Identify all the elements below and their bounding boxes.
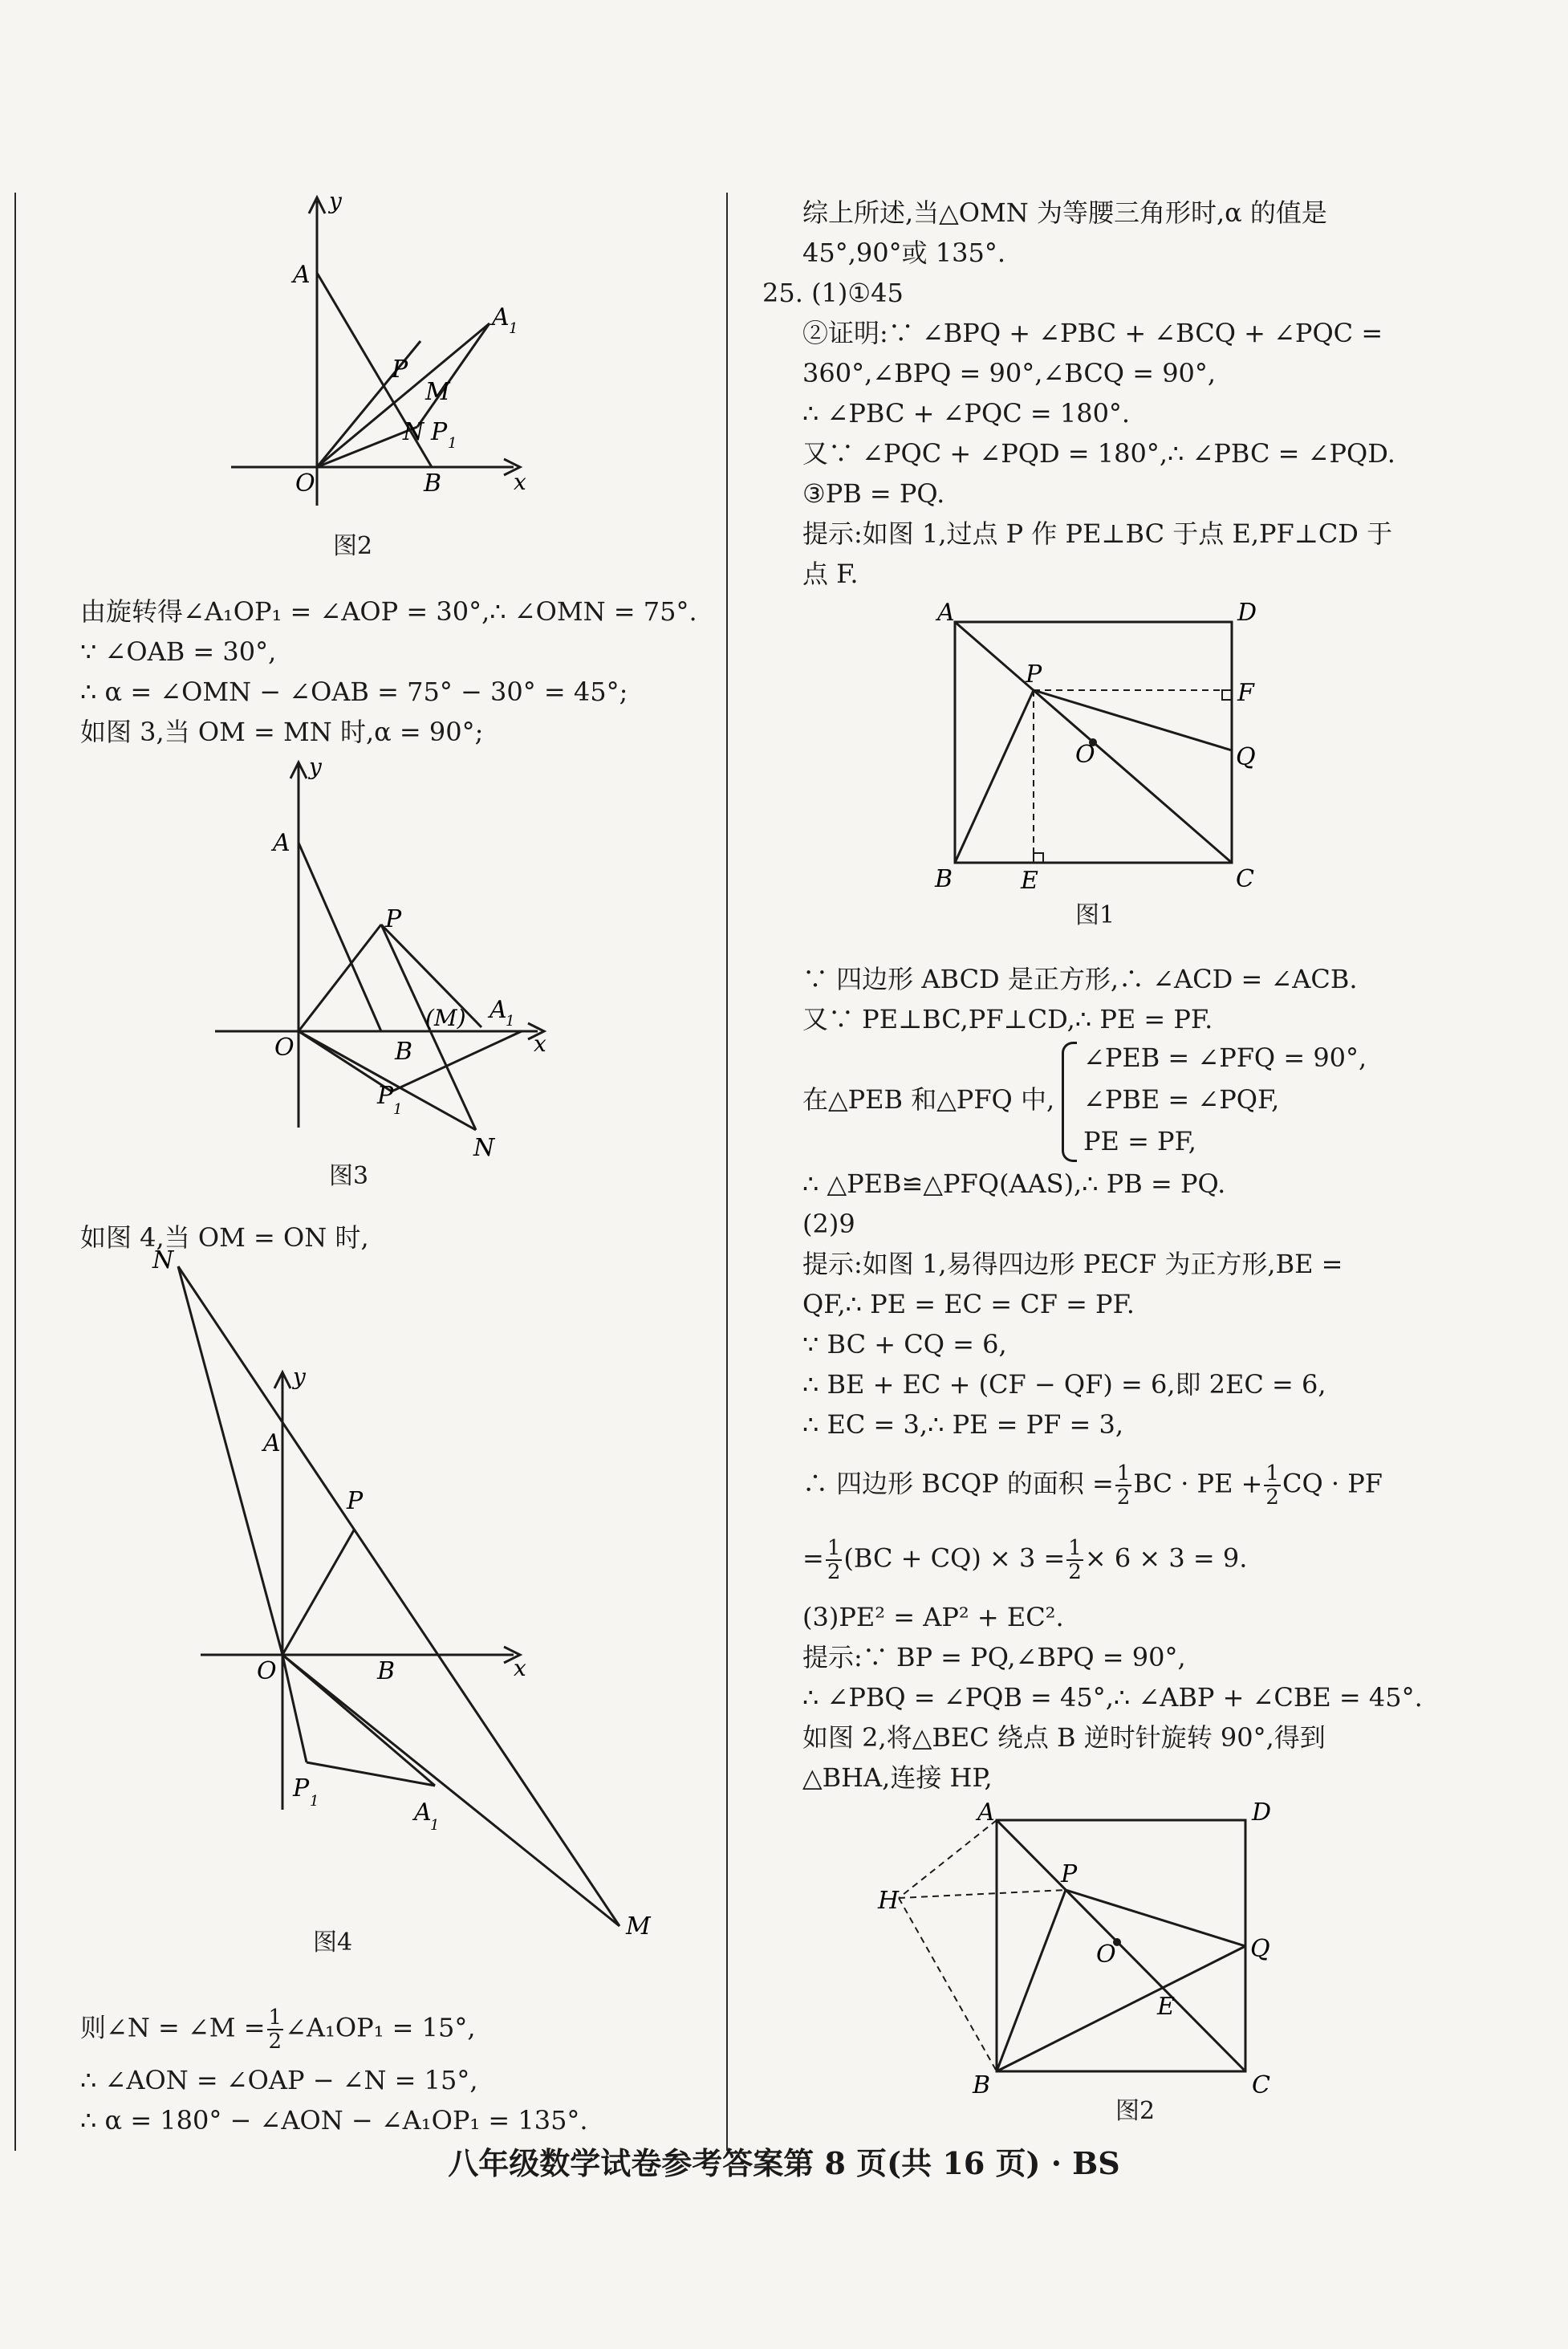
point-f-label: F <box>1237 679 1254 707</box>
point-d-label: D <box>1252 1798 1272 1827</box>
text-line: 则∠N = ∠M = $\frac{1}{2}$ ∠A₁OP₁ = 15°, <box>80 2006 476 2054</box>
text-line: 提示:如图 1,过点 P 作 PE⊥BC 于点 E,PF⊥CD 于 <box>802 518 1393 549</box>
text-line: 45°,90°或 135°. <box>802 238 1006 268</box>
text-line: ∵ 四边形 ABCD 是正方形,∴ ∠ACD = ∠ACB. <box>802 964 1358 994</box>
area-formula-line: = $\frac{1}{2}$ (BC + CQ) × 3 = $\frac{1}{2}$ × 6 × 3 = 9. <box>802 1536 1248 1584</box>
text-line: 如图 4,当 OM = ON 时, <box>80 1222 369 1253</box>
svg-text:1: 1 <box>506 1013 515 1030</box>
text-line: 又∵ PE⊥BC,PF⊥CD,∴ PE = PF. <box>802 1004 1213 1034</box>
text-line: 由旋转得∠A₁OP₁ = ∠AOP = 30°,∴ ∠OMN = 75°. <box>80 596 697 627</box>
system-line: ∠PBE = ∠PQF, <box>1083 1084 1280 1115</box>
system-line: PE = PF, <box>1083 1126 1196 1156</box>
point-a-label: A <box>977 1798 995 1827</box>
text-line: 如图 3,当 OM = MN 时,α = 90°; <box>80 717 484 747</box>
figure-3 <box>209 754 626 1172</box>
point-e-label: E <box>1021 867 1038 895</box>
figure-2-right-caption: 图2 <box>1115 2097 1156 2125</box>
x-axis-label: x <box>514 1655 526 1681</box>
figure-4 <box>144 1246 706 1942</box>
text-line: 如图 2,将△BEC 绕点 B 逆时针旋转 90°,得到 <box>802 1722 1326 1753</box>
svg-text:1: 1 <box>393 1101 403 1118</box>
figure-3-caption: 图3 <box>329 1162 369 1190</box>
text-line: ∵ BC + CQ = 6, <box>802 1329 1007 1359</box>
text-line: ∵ ∠OAB = 30°, <box>80 636 277 667</box>
point-p-label: P <box>392 356 408 384</box>
x-axis-label: x <box>534 1030 546 1057</box>
system-line: ∠PEB = ∠PFQ = 90°, <box>1083 1042 1367 1073</box>
text-line: 提示:∵ BP = PQ,∠BPQ = 90°, <box>802 1642 1186 1672</box>
point-m-label: M <box>425 378 450 406</box>
figure-2-right <box>878 1798 1300 2099</box>
figure-1-right <box>931 598 1268 895</box>
point-b-label: B <box>973 2071 991 2099</box>
svg-text:1: 1 <box>509 320 518 337</box>
point-p1-label: P <box>377 1082 394 1110</box>
point-q-label: Q <box>1236 743 1256 771</box>
point-d-label: D <box>1237 599 1257 627</box>
text-line: (3)PE² = AP² + EC². <box>802 1602 1064 1632</box>
text-line: ∴ α = 180° − ∠AON − ∠A₁OP₁ = 135°. <box>80 2105 588 2136</box>
point-b-label: B <box>377 1657 396 1685</box>
text-line: ∴ ∠AON = ∠OAP − ∠N = 15°, <box>80 2065 478 2095</box>
point-c-label: C <box>1236 865 1254 893</box>
point-a-label: A <box>293 261 311 289</box>
y-axis-label: y <box>329 188 342 214</box>
left-margin-rule <box>14 193 16 2151</box>
text-line: ∴ ∠PBQ = ∠PQB = 45°,∴ ∠ABP + ∠CBE = 45°. <box>802 1682 1423 1713</box>
point-n-label: N <box>152 1246 174 1274</box>
point-h-label: H <box>878 1887 900 1915</box>
figure-2-left <box>225 185 610 514</box>
point-a1-label: A <box>492 303 510 331</box>
text-line: ③PB = PQ. <box>802 478 945 509</box>
svg-text:1: 1 <box>448 435 457 452</box>
point-a-label: A <box>273 829 290 857</box>
x-axis-label: x <box>514 469 526 495</box>
point-p-label: P <box>385 905 402 933</box>
point-o-label: O <box>1096 1941 1116 1969</box>
text-line: △BHA,连接 HP, <box>802 1762 993 1793</box>
point-b-label: B <box>395 1038 413 1066</box>
origin-label: O <box>295 469 315 498</box>
point-a1-label: A <box>414 1798 432 1827</box>
point-b-label: B <box>424 469 442 498</box>
point-n-label: N <box>473 1134 495 1162</box>
point-a1-label: A <box>489 996 507 1024</box>
text-line: (2)9 <box>802 1209 855 1239</box>
page-footer: 八年级数学试卷参考答案第 8 页(共 16 页) · BS <box>448 2145 1120 2181</box>
point-n-label: N <box>403 418 424 446</box>
point-c-label: C <box>1252 2071 1270 2099</box>
area-formula-line: ∴ 四边形 BCQP 的面积 = $\frac{1}{2}$ BC · PE + $\frac{1}{2}$ CQ · PF <box>802 1461 1383 1510</box>
text-line: QF,∴ PE = EC = CF = PF. <box>802 1289 1135 1319</box>
figure-4-caption: 图4 <box>313 1928 353 1957</box>
point-o-label: O <box>1075 741 1095 769</box>
text-line: 360°,∠BPQ = 90°,∠BCQ = 90°, <box>802 358 1217 388</box>
text-line: ∴ α = ∠OMN − ∠OAB = 75° − 30° = 45°; <box>80 677 628 707</box>
question-number: 25. (1)①45 <box>762 278 904 308</box>
y-axis-label: y <box>309 754 322 780</box>
text-line: 在△PEB 和△PFQ 中, <box>802 1084 1055 1115</box>
text-line: 综上所述,当△OMN 为等腰三角形时,α 的值是 <box>802 197 1327 228</box>
figure-1-right-caption: 图1 <box>1075 901 1115 929</box>
point-e-label: E <box>1157 1993 1175 2021</box>
point-m-label: M <box>626 1912 651 1941</box>
text-line: ∴ BE + EC + (CF − QF) = 6,即 2EC = 6, <box>802 1369 1326 1400</box>
text-line: 提示:如图 1,易得四边形 PECF 为正方形,BE = <box>802 1249 1343 1279</box>
point-p1-label: P <box>431 418 448 446</box>
equation-system-brace <box>1062 1042 1077 1162</box>
point-m-label: (M) <box>425 1005 466 1031</box>
figure-2-left-caption: 图2 <box>333 532 373 560</box>
text-line: 又∵ ∠PQC + ∠PQD = 180°,∴ ∠PBC = ∠PQD. <box>802 438 1395 469</box>
y-axis-label: y <box>293 1363 306 1390</box>
point-p1-label: P <box>293 1774 310 1802</box>
point-a-label: A <box>937 599 955 627</box>
text-line: ∴ ∠PBC + ∠PQC = 180°. <box>802 398 1131 429</box>
origin-label: O <box>274 1034 295 1062</box>
svg-text:1: 1 <box>310 1793 319 1810</box>
text-line: 点 F. <box>802 559 859 589</box>
text-line: ②证明:∵ ∠BPQ + ∠PBC + ∠BCQ + ∠PQC = <box>802 318 1383 348</box>
point-p-label: P <box>1026 660 1042 689</box>
text-line: ∴ △PEB≌△PFQ(AAS),∴ PB = PQ. <box>802 1168 1226 1199</box>
point-b-label: B <box>935 865 953 893</box>
column-divider <box>726 193 728 2151</box>
point-q-label: Q <box>1250 1935 1270 1963</box>
svg-text:1: 1 <box>430 1817 440 1834</box>
text-line: ∴ EC = 3,∴ PE = PF = 3, <box>802 1409 1124 1440</box>
point-p-label: P <box>1061 1860 1078 1888</box>
point-p-label: P <box>347 1487 364 1515</box>
point-a-label: A <box>263 1429 281 1457</box>
origin-label: O <box>257 1657 277 1685</box>
